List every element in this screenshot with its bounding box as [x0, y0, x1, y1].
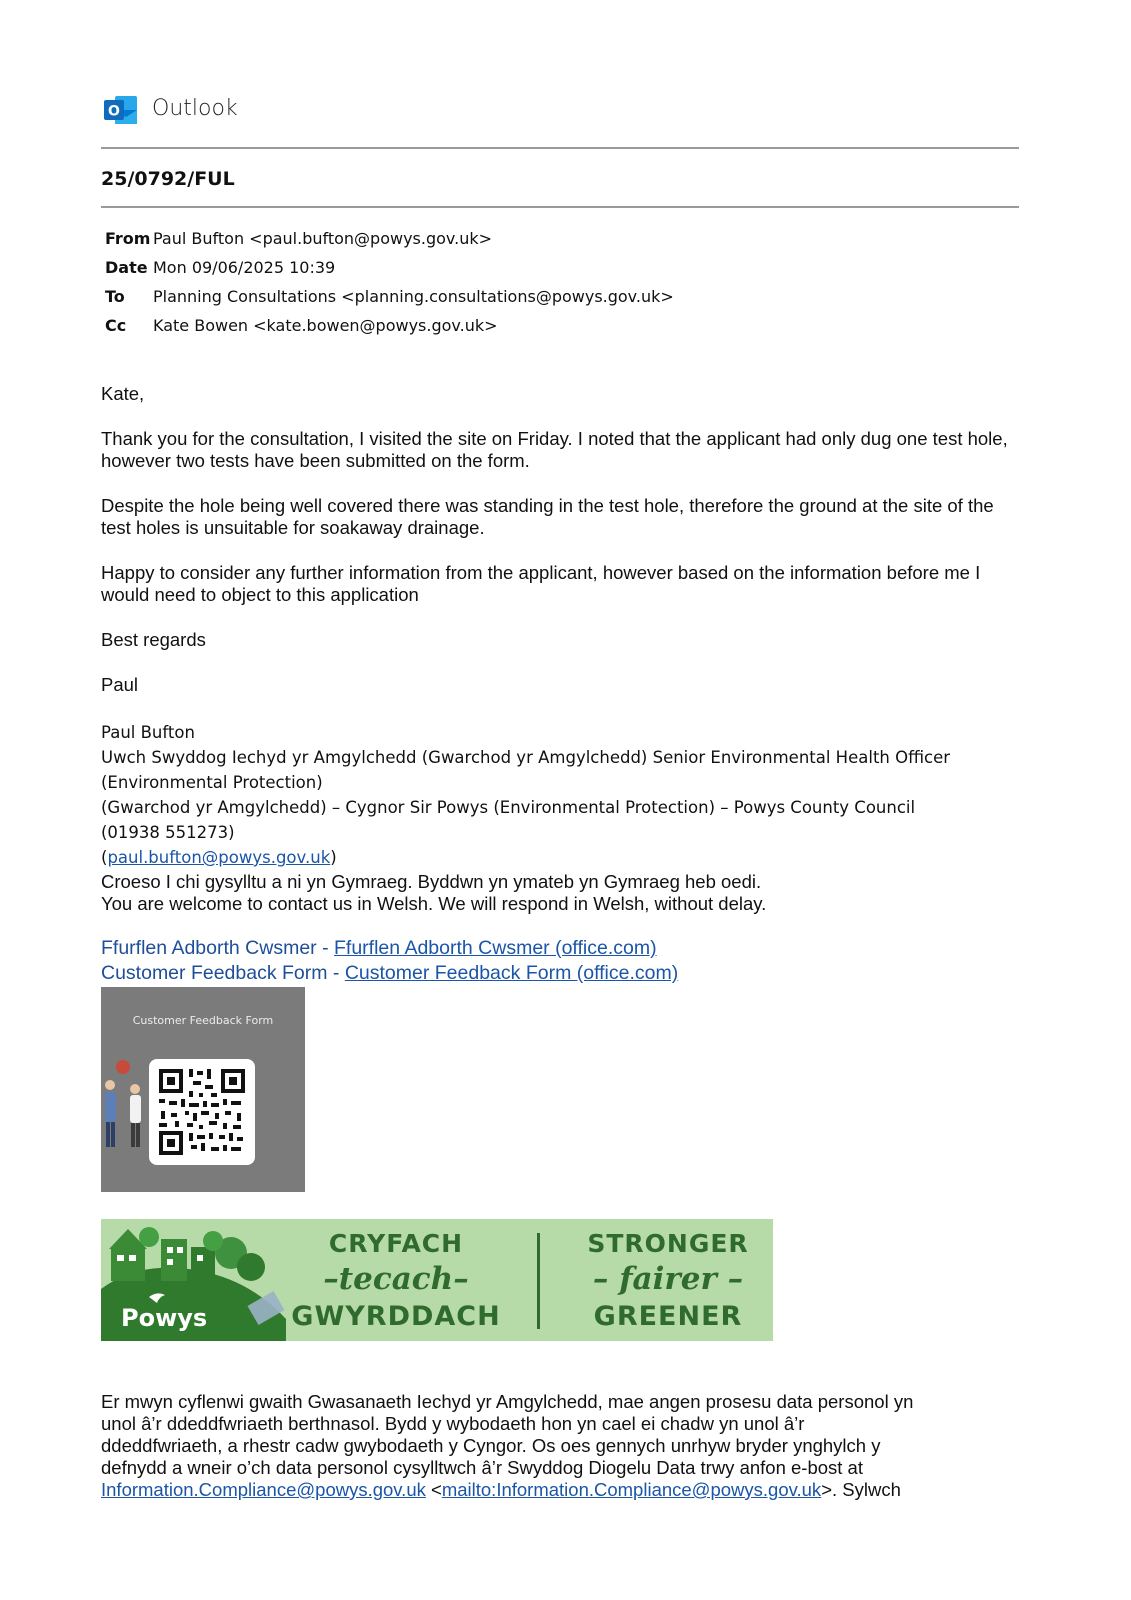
qr-code-frame	[149, 1059, 255, 1165]
signature-email-open: (	[101, 848, 108, 867]
english-welcome: You are welcome to contact us in Welsh. We will respond in Welsh, without delay.	[101, 893, 767, 914]
feedback-welsh-label: Ffurflen Adborth Cwsmer -	[101, 937, 334, 959]
privacy-line-4: defnydd a wneir o’ch data personol cysylltwch â’r Swyddog Diogelu Data trwy anfon e-bost at	[101, 1457, 863, 1478]
body-paragraph-1: Thank you for the consultation, I visited the site on Friday. I noted that the applicant had only dug one test hole, however two tests have been submitted on the form.	[101, 428, 1008, 471]
banner-welsh-top: CRYFACH	[328, 1229, 464, 1258]
banner-english-bottom: GREENER	[593, 1301, 743, 1332]
email-subject: 25/0792/FUL	[101, 168, 235, 190]
privacy-sep-close: >. Sylwch	[821, 1479, 901, 1500]
qr-code-icon	[149, 1059, 255, 1165]
signature-title-1: Uwch Swyddog Iechyd yr Amgylchedd (Gwarchod yr Amgylchedd) Senior Environmental Health Officer	[101, 748, 951, 767]
banner-english-top: STRONGER	[587, 1229, 749, 1258]
from-label: From	[105, 229, 151, 248]
compliance-mailto-link[interactable]: mailto:Information.Compliance@powys.gov.uk	[441, 1479, 822, 1500]
signature-email-link[interactable]: paul.bufton@powys.gov.uk	[107, 848, 331, 867]
date-value: Mon 09/06/2025 10:39	[153, 258, 336, 277]
from-value[interactable]: Paul Bufton <paul.bufton@powys.gov.uk>	[153, 229, 493, 248]
feedback-card-title: Customer Feedback Form	[132, 1014, 274, 1027]
cc-value[interactable]: Kate Bowen <kate.bowen@powys.gov.uk>	[153, 316, 498, 335]
signature-phone: (01938 551273)	[101, 823, 235, 842]
to-row	[105, 286, 674, 308]
sign-name: Paul	[101, 674, 139, 695]
compliance-email-link[interactable]: Information.Compliance@powys.gov.uk	[101, 1479, 426, 1500]
banner-english-mid: – fairer –	[592, 1261, 744, 1297]
feedback-welsh-row	[101, 936, 657, 961]
divider	[101, 147, 1019, 149]
closing: Best regards	[101, 629, 206, 650]
banner-welsh-bottom: GWYRDDACH	[291, 1301, 501, 1332]
feedback-english-row	[101, 961, 678, 986]
body-paragraph-2: Despite the hole being well covered there was standing in the test hole, therefore the ground at the site of the test holes is unsuitable for soakaway drainage.	[101, 495, 994, 538]
date-row	[105, 257, 335, 279]
greeting: Kate,	[101, 383, 145, 404]
signature-email-row	[101, 845, 1041, 870]
privacy-line-3: ddeddfwriaeth, a rhestr cadw gwybodaeth y Cyngor. Os oes gennych unrhyw bryder ynghylch y	[101, 1435, 881, 1456]
signature-email-close: )	[330, 848, 337, 867]
feedback-welsh-link[interactable]: Ffurflen Adborth Cwsmer (office.com)	[334, 937, 657, 959]
privacy-line-2: unol â’r ddeddfwriaeth berthnasol. Bydd y wybodaeth hon yn cael ei chadw yn unol â’r	[101, 1413, 805, 1434]
feedback-qr-card[interactable]	[101, 987, 305, 1192]
cc-label: Cc	[105, 316, 127, 335]
to-label: To	[105, 287, 125, 306]
body-paragraph-3: Happy to consider any further information from the applicant, however based on the information before me I would need to object to this application	[101, 562, 981, 605]
banner-divider	[537, 1233, 540, 1329]
from-row	[105, 228, 492, 250]
feedback-english-label: Customer Feedback Form -	[101, 962, 345, 984]
divider	[101, 206, 1019, 208]
welsh-welcome: Croeso I chi gysylltu a ni yn Gymraeg. Byddwn yn ymateb yn Gymraeg heb oedi.	[101, 871, 762, 892]
signature-name: Paul Bufton	[101, 723, 195, 742]
cc-row	[105, 315, 498, 337]
to-value[interactable]: Planning Consultations <planning.consultations@powys.gov.uk>	[153, 287, 674, 306]
outlook-logo-icon	[103, 93, 139, 127]
privacy-sep-open: <	[425, 1479, 442, 1500]
people-illustration-icon	[101, 1047, 151, 1157]
signature-title-2: (Environmental Protection)	[101, 773, 323, 792]
powys-brand: Powys	[121, 1304, 208, 1332]
banner-welsh-mid: –tecach–	[323, 1261, 469, 1297]
privacy-line-1: Er mwyn cyflenwi gwaith Gwasanaeth Iechyd yr Amgylchedd, mae angen prosesu data personol yn	[101, 1391, 914, 1412]
privacy-line-5	[101, 1479, 1061, 1501]
powys-banner	[101, 1219, 773, 1341]
date-label: Date	[105, 258, 148, 277]
app-name: Outlook	[152, 96, 238, 121]
feedback-english-link[interactable]: Customer Feedback Form (office.com)	[344, 962, 679, 984]
signature-department: (Gwarchod yr Amgylchedd) – Cygnor Sir Powys (Environmental Protection) – Powys County Council	[101, 798, 916, 817]
outlook-logo-letter: O	[108, 103, 120, 120]
